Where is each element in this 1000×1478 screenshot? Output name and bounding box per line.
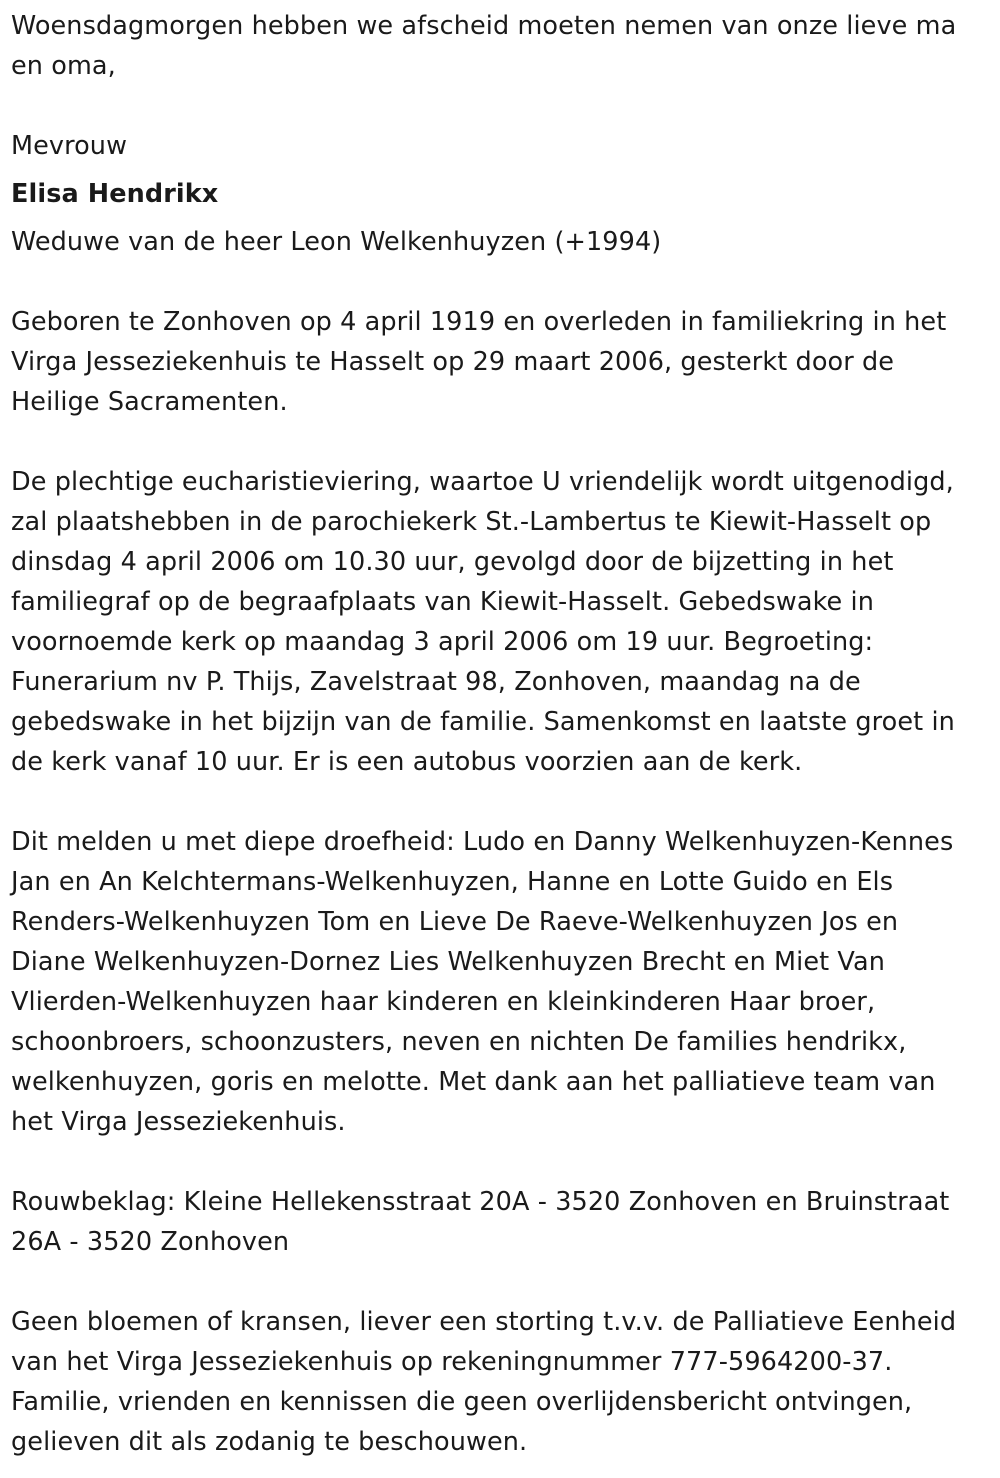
spacer: [11, 1262, 993, 1302]
deceased-name: Elisa Hendrikx: [11, 179, 219, 209]
flowers-note: Geen bloemen of kransen, liever een storting t.v.v. de Palliatieve Eenheid van het Virga Jesseziekenhuis op rekeningnummer 777-5964200-37. Familie, vrienden en kennissen die geen overlijdensbericht ontvingen, gelieven dit als zodanig te beschouwen.: [11, 1307, 957, 1457]
family-paragraph: Dit melden u met diepe droefheid: Ludo en Danny Welkenhuyzen-Kennes Jan en An Kelchtermans-Welkenhuyzen, Hanne en Lotte Guido en Els Renders-Welkenhuyzen Tom en Lieve De Raeve-Welkenhuyzen Jos en Diane Welkenhuyzen-Dornez Lies Welkenhuyzen Brecht en Miet Van Vlierden-Welkenhuyzen haar kinderen en kleinkinderen Haar broer, schoonbroers, schoonzusters, neven en nichten De families hendrikx, welkenhuyzen, goris en melotte. Met dank aan het palliatieve team van het Virga Jesseziekenhuis.: [11, 827, 954, 1137]
spacer: [11, 1142, 993, 1182]
intro-paragraph: Woensdagmorgen hebben we afscheid moeten nemen van onze lieve ma en oma,: [11, 11, 957, 81]
salutation: Mevrouw: [11, 131, 128, 161]
birth-death-paragraph: Geboren te Zonhoven op 4 april 1919 en overleden in familiekring in het Virga Jesseziekenhuis te Hasselt op 29 maart 2006, gesterkt door de Heilige Sacramenten.: [11, 307, 947, 417]
spacer: [11, 262, 993, 302]
spacer: [11, 86, 993, 126]
condolence-address: Rouwbeklag: Kleine Hellekensstraat 20A - 3520 Zonhoven en Bruinstraat 26A - 3520 Zonhoven: [11, 1187, 950, 1257]
death-notice: [11, 6, 993, 1462]
spacer: [11, 422, 993, 462]
widow-of-line: Weduwe van de heer Leon Welkenhuyzen (+1994): [11, 227, 662, 257]
ceremony-paragraph: De plechtige eucharistieviering, waartoe U vriendelijk wordt uitgenodigd, zal plaatshebben in de parochiekerk St.-Lambertus te Kiewit-Hasselt op dinsdag 4 april 2006 om 10.30 uur, gevolgd door de bijzetting in het familiegraf op de begraafplaats van Kiewit-Hasselt. Gebedswake in voornoemde kerk op maandag 3 april 2006 om 19 uur. Begroeting: Funerarium nv P. Thijs, Zavelstraat 98, Zonhoven, maandag na de gebedswake in het bijzijn van de familie. Samenkomst en laatste groet in de kerk vanaf 10 uur. Er is een autobus voorzien aan de kerk.: [11, 467, 955, 777]
spacer: [11, 782, 993, 822]
